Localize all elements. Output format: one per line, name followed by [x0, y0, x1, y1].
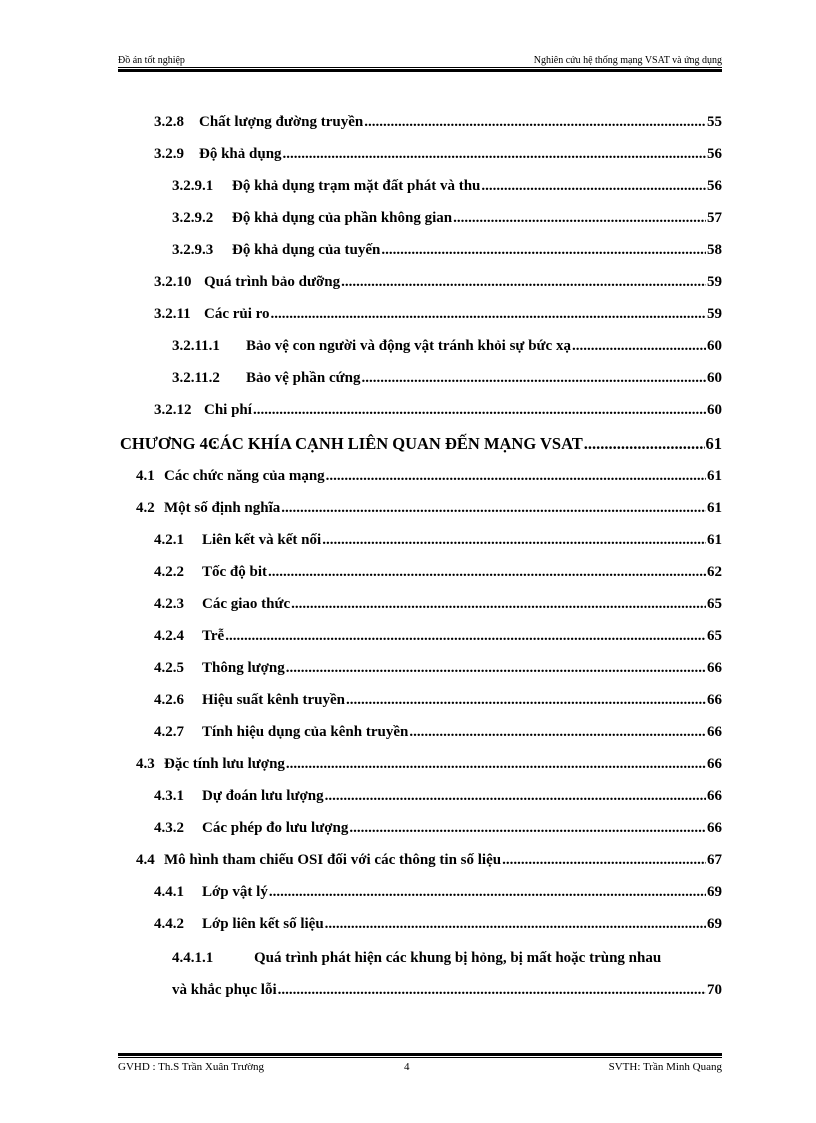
toc-entry[interactable]: [120, 485, 722, 517]
toc-entry-page: 70: [707, 982, 722, 998]
toc-entry[interactable]: [120, 227, 722, 259]
toc-leader-dots: [322, 531, 706, 549]
toc-entry[interactable]: [120, 935, 722, 967]
toc-leader-dots: [341, 273, 706, 291]
toc-leader-dots: [269, 883, 706, 901]
toc-entry-number: 4.4.1.1: [172, 950, 214, 966]
toc-entry-number: 4.2.2: [154, 564, 184, 580]
toc-entry[interactable]: [120, 837, 722, 869]
toc-entry[interactable]: [120, 291, 722, 323]
toc-leader-dots: [364, 113, 706, 131]
toc-entry-page: 66: [707, 692, 722, 708]
toc-leader-dots: [584, 435, 705, 453]
toc-entry[interactable]: [120, 805, 722, 837]
toc-entry-number: 4.4.2: [154, 916, 184, 932]
toc-leader-dots: [281, 499, 706, 517]
toc-entry[interactable]: [120, 517, 722, 549]
toc-entry-title: Lớp liên kết số liệu: [202, 916, 324, 932]
toc-entry-title: Các giao thức: [202, 596, 291, 612]
toc-entry[interactable]: [120, 869, 722, 901]
header-right-text: Nghiên cứu hệ thống mạng VSAT và ứng dụng: [533, 55, 722, 66]
toc-entry[interactable]: [120, 453, 722, 485]
toc-entry-page: 59: [707, 274, 722, 290]
toc-entry-page: 56: [707, 146, 722, 162]
toc-entry-title: Quá trình phát hiện các khung bị hỏng, bị mất hoặc trùng nhau: [254, 950, 662, 966]
toc-leader-dots: [283, 145, 706, 163]
toc-entry-number: 3.2.8: [154, 114, 184, 130]
toc-entry-title: Mô hình tham chiếu OSI đối với các thông tin số liệu: [164, 852, 502, 868]
toc-entry-title: Độ khả dụng của phần không gian: [232, 210, 453, 226]
toc-entry-page: 62: [707, 564, 722, 580]
toc-entry-page: 58: [707, 242, 722, 258]
toc-leader-dots: [572, 337, 706, 355]
header-left-text: Đồ án tốt nghiệp: [118, 55, 185, 66]
toc-entry-page: 66: [707, 756, 722, 772]
toc-entry-title: và khắc phục lỗi: [172, 982, 277, 998]
toc-entry-page: 60: [707, 402, 722, 418]
toc-entry-number: 3.2.11.1: [172, 338, 220, 354]
toc-entry-title: Tốc độ bit: [202, 564, 268, 580]
toc-entry-number: 4.2.3: [154, 596, 184, 612]
toc-entry[interactable]: [120, 741, 722, 773]
toc-leader-dots: [286, 755, 706, 773]
toc-entry-number: 4.4: [136, 852, 155, 868]
toc-entry[interactable]: [120, 387, 722, 419]
toc-entry[interactable]: [120, 99, 722, 131]
toc-entry-number: 4.3: [136, 756, 155, 772]
toc-leader-dots: [325, 787, 706, 805]
toc-entry-page: 57: [707, 210, 722, 226]
toc-leader-dots: [453, 209, 706, 227]
toc-entry-page: 66: [707, 724, 722, 740]
toc-entry-title: Độ khả dụng của tuyến: [232, 242, 381, 258]
toc-entry[interactable]: [120, 901, 722, 933]
toc-entry-title: Lớp vật lý: [202, 884, 268, 900]
toc-entry-title: Các chức năng của mạng: [164, 468, 325, 484]
toc-entry[interactable]: [120, 773, 722, 805]
toc-entry-page: 55: [707, 114, 722, 130]
toc-entry-title: Quá trình bảo dưỡng: [204, 274, 341, 290]
toc-entry-number: 4.3.1: [154, 788, 184, 804]
toc-entry[interactable]: [120, 677, 722, 709]
toc-entry-title: Các phép đo lưu lượng: [202, 820, 349, 836]
toc-leader-dots: [325, 915, 706, 933]
toc-entry-title: Trễ: [202, 628, 225, 644]
toc-entry-number: 4.2.5: [154, 660, 184, 676]
toc-leader-dots: [361, 369, 706, 387]
toc-entry-number: 4.3.2: [154, 820, 184, 836]
toc-leader-dots: [268, 563, 706, 581]
toc-entry[interactable]: [120, 163, 722, 195]
toc-leader-dots: [349, 819, 706, 837]
toc-leader-dots: [326, 467, 706, 485]
toc-entry-title: Các rủi ro: [204, 306, 270, 322]
toc-entry[interactable]: [120, 709, 722, 741]
toc-entry-number: 4.1: [136, 468, 155, 484]
toc-leader-dots: [278, 981, 706, 999]
toc-entry-title: Một số định nghĩa: [164, 500, 281, 516]
toc-entry-page: 67: [707, 852, 722, 868]
toc-entry-title: Tính hiệu dụng của kênh truyền: [202, 724, 409, 740]
footer-advisor: GVHD : Th.S Trần Xuân Trường: [118, 1061, 265, 1073]
toc-entry-number: 3.2.10: [154, 274, 192, 290]
page-header: [118, 56, 722, 66]
toc-entry-number: 3.2.9.2: [172, 210, 214, 226]
page-footer: [118, 1061, 722, 1073]
toc-entry-number: 4.2.1: [154, 532, 184, 548]
toc-entry-title: Bảo vệ con người và động vật tránh khỏi sự bức xạ: [246, 338, 571, 354]
toc-entry-number: 3.2.12: [154, 402, 192, 418]
page-number: 4: [404, 1061, 410, 1073]
toc-entry-number: 3.2.9: [154, 146, 184, 162]
toc-leader-dots: [253, 401, 706, 419]
toc-leader-dots: [271, 305, 706, 323]
toc-entry-page: 65: [707, 628, 722, 644]
toc-entry-page: 61: [707, 500, 722, 516]
toc-entry-page: 61: [707, 468, 722, 484]
toc-entry-title: Bảo vệ phần cứng: [246, 370, 361, 386]
toc-entry-page: 66: [707, 820, 722, 836]
toc-entry-page: 66: [707, 660, 722, 676]
toc-entry-page: 61: [705, 434, 722, 453]
toc-entry-title: Độ khả dụng: [199, 146, 282, 162]
toc-leader-dots: [481, 177, 706, 195]
toc-entry[interactable]: [120, 355, 722, 387]
toc-chapter-entry[interactable]: [120, 421, 722, 453]
toc-entry-title: Độ khả dụng trạm mặt đất phát và thu: [232, 178, 481, 194]
toc-entry-page: 59: [707, 306, 722, 322]
header-divider: [118, 67, 722, 72]
toc-entry-title: Chi phí: [204, 402, 252, 418]
toc-entry-page: 69: [707, 916, 722, 932]
footer-student: SVTH: Trần Minh Quang: [608, 1061, 722, 1073]
toc-entry[interactable]: [120, 195, 722, 227]
toc-entry-number: 4.2.6: [154, 692, 184, 708]
toc-entry-page: 60: [707, 370, 722, 386]
toc-entry-title: Đặc tính lưu lượng: [164, 756, 285, 772]
toc-entry[interactable]: [120, 131, 722, 163]
toc-entry-number: 4.2: [136, 500, 155, 516]
toc-entry-title: Hiệu suất kênh truyền: [202, 692, 345, 708]
toc-entry-number: 3.2.11.2: [172, 370, 220, 386]
toc-leader-dots: [286, 659, 706, 677]
toc-entry-number: 3.2.9.3: [172, 242, 214, 258]
toc-entry-page: 61: [707, 532, 722, 548]
toc-entry-number: 3.2.9.1: [172, 178, 214, 194]
toc-entry-number: 3.2.11: [154, 306, 191, 322]
toc-entry-title: Liên kết và kết nối: [202, 532, 322, 548]
toc-entry[interactable]: [120, 323, 722, 355]
toc-entry-title: Thông lượng: [202, 660, 285, 676]
footer-divider: [118, 1053, 722, 1058]
toc-entry[interactable]: [120, 613, 722, 645]
toc-entry-page: 66: [707, 788, 722, 804]
toc-leader-dots: [502, 851, 706, 869]
toc-entry-page: 69: [707, 884, 722, 900]
toc-entry[interactable]: [120, 259, 722, 291]
toc-entry-number: CHƯƠNG 4 :: [120, 434, 218, 453]
toc-leader-dots: [291, 595, 706, 613]
toc-entry-continued[interactable]: [120, 967, 722, 999]
toc-leader-dots: [381, 241, 706, 259]
toc-entry-number: 4.4.1: [154, 884, 184, 900]
toc-entry-number: 4.2.4: [154, 628, 184, 644]
toc-entry-page: 65: [707, 596, 722, 612]
toc-entry[interactable]: [120, 549, 722, 581]
toc-entry-title: CÁC KHÍA CẠNH LIÊN QUAN ĐẾN MẠNG VSAT: [208, 434, 583, 453]
toc-entry-page: 60: [707, 338, 722, 354]
toc-entry-title: Dự đoán lưu lượng: [202, 788, 324, 804]
toc-entry-number: 4.2.7: [154, 724, 184, 740]
toc-entry-title: Chất lượng đường truyền: [199, 114, 364, 130]
toc-entry[interactable]: [120, 581, 722, 613]
toc-entry[interactable]: [120, 645, 722, 677]
toc-leader-dots: [225, 627, 706, 645]
toc-entry-page: 56: [707, 178, 722, 194]
toc-leader-dots: [346, 691, 706, 709]
toc-leader-dots: [409, 723, 706, 741]
